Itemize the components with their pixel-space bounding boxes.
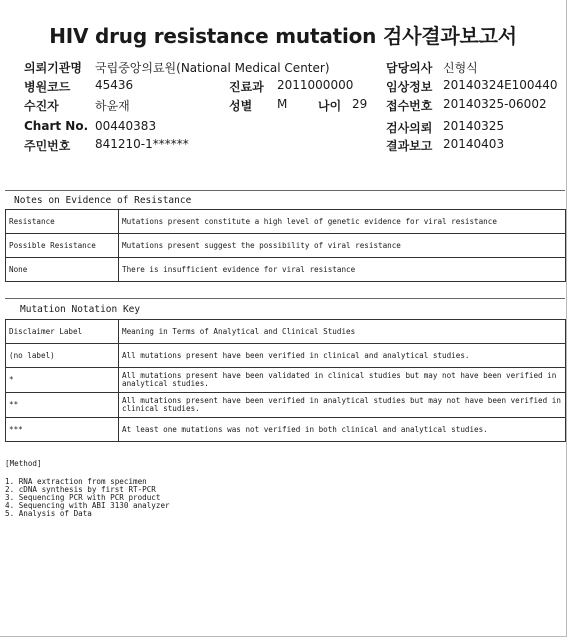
- report-value: 20140403: [443, 137, 505, 151]
- sex-label: 성별: [229, 99, 253, 113]
- request-value: 20140325: [443, 119, 505, 133]
- table-row: [6, 393, 566, 418]
- evidence-section-title: Notes on Evidence of Resistance: [14, 195, 192, 206]
- method-heading: [Method]: [5, 459, 42, 468]
- table-row: [6, 258, 566, 282]
- table-row: [6, 320, 566, 344]
- notation-label: **: [6, 393, 119, 418]
- section-divider: [5, 190, 565, 191]
- method-step: 4. Sequencing with ABI 3130 analyzer: [5, 501, 170, 510]
- report-title: HIV drug resistance mutation 검사결과보고서: [49, 24, 517, 48]
- request-label: 검사의뢰: [386, 121, 433, 135]
- table-row: [6, 210, 566, 234]
- clinical-value: 20140324E100440: [443, 78, 558, 92]
- notation-desc: Meaning in Terms of Analytical and Clinical Studies: [119, 320, 566, 344]
- evidence-label: None: [6, 258, 119, 282]
- evidence-desc: Mutations present suggest the possibility of viral resistance: [119, 234, 566, 258]
- method-section: [5, 460, 170, 518]
- chart-value: 00440383: [95, 119, 157, 133]
- notation-desc: All mutations present have been validated in clinical studies but may not have been verified in analytical studies.: [119, 368, 566, 393]
- notation-label: (no label): [6, 344, 119, 368]
- notation-label: *: [6, 368, 119, 393]
- method-step: 3. Sequencing PCR with PCR product: [5, 493, 161, 502]
- rrn-label: 주민번호: [24, 139, 71, 153]
- evidence-desc: There is insufficient evidence for viral resistance: [119, 258, 566, 282]
- notation-desc: All mutations present have been verified in clinical and analytical studies.: [119, 344, 566, 368]
- institution-value: 국립중앙의료원(National Medical Center): [95, 61, 330, 75]
- doctor-value: 신형식: [443, 61, 478, 75]
- table-row: [6, 344, 566, 368]
- report-label: 결과보고: [386, 139, 433, 153]
- age-label: 나이: [318, 99, 342, 113]
- notation-desc: All mutations present have been verified in analytical studies but may not have been verified in clinical studies.: [119, 393, 566, 418]
- institution-label: 의뢰기관명: [24, 61, 82, 75]
- notation-label: Disclaimer Label: [6, 320, 119, 344]
- receipt-value: 20140325-06002: [443, 97, 547, 111]
- notation-section-title: Mutation Notation Key: [20, 304, 141, 315]
- chart-label: Chart No.: [24, 119, 89, 133]
- patient-label: 수진자: [24, 99, 59, 113]
- receipt-label: 접수번호: [386, 99, 433, 113]
- notation-table: [5, 319, 566, 442]
- age-value: 29: [352, 97, 368, 111]
- evidence-table: [5, 209, 566, 282]
- hospital-code-value: 45436: [95, 78, 134, 92]
- table-row: [6, 418, 566, 442]
- rrn-value: 841210-1******: [95, 137, 189, 151]
- table-row: [6, 234, 566, 258]
- evidence-desc: Mutations present constitute a high level of genetic evidence for viral resistance: [119, 210, 566, 234]
- dept-label: 진료과: [229, 80, 264, 94]
- hospital-code-label: 병원코드: [24, 80, 71, 94]
- notation-label: ***: [6, 418, 119, 442]
- patient-value: 하윤재: [95, 99, 130, 113]
- evidence-label: Possible Resistance: [6, 234, 119, 258]
- sex-value: M: [277, 97, 288, 111]
- method-step: 2. cDNA synthesis by first RT-PCR: [5, 485, 156, 494]
- dept-value: 2011000000: [277, 78, 354, 92]
- section-divider: [5, 298, 565, 299]
- notation-desc: At least one mutations was not verified in both clinical and analytical studies.: [119, 418, 566, 442]
- clinical-label: 임상정보: [386, 80, 433, 94]
- method-step: 1. RNA extraction from specimen: [5, 477, 147, 486]
- evidence-label: Resistance: [6, 210, 119, 234]
- doctor-label: 담당의사: [386, 61, 433, 75]
- method-step: 5. Analysis of Data: [5, 509, 92, 518]
- table-row: [6, 368, 566, 393]
